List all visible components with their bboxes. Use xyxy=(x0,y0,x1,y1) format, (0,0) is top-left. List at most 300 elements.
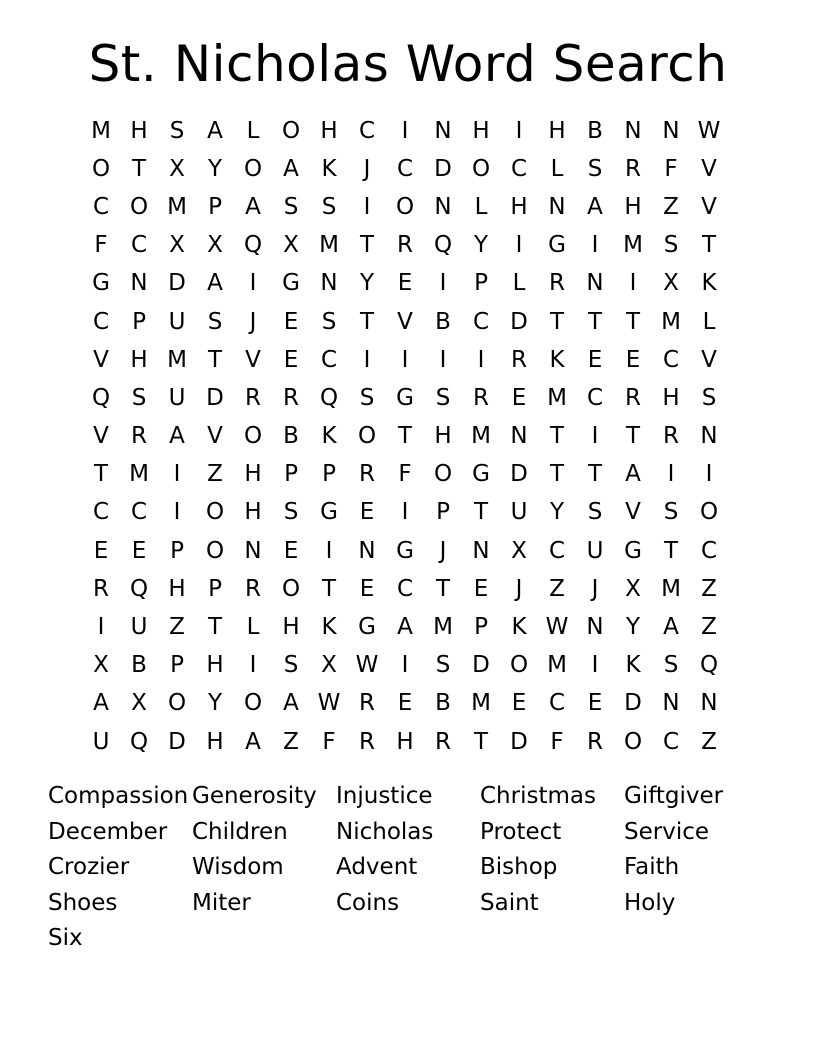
grid-letter[interactable]: Q xyxy=(129,728,149,755)
grid-letter[interactable]: P xyxy=(474,270,488,297)
grid-letter[interactable]: O xyxy=(623,728,643,755)
grid-letter[interactable]: N xyxy=(130,270,148,297)
grid-letter[interactable]: E xyxy=(359,575,375,602)
grid-letter[interactable]: K xyxy=(321,423,337,450)
grid-letter[interactable]: S xyxy=(283,652,299,679)
grid-letter[interactable]: M xyxy=(471,690,491,717)
grid-letter[interactable]: M xyxy=(547,652,567,679)
grid-letter[interactable]: C xyxy=(92,308,110,335)
grid-letter[interactable]: V xyxy=(701,155,717,182)
grid-letter[interactable]: L xyxy=(246,117,260,144)
grid-letter[interactable]: A xyxy=(169,423,185,450)
grid-letter[interactable]: A xyxy=(283,690,299,717)
word-list-item: Faith xyxy=(624,854,680,880)
grid-letter[interactable]: I xyxy=(439,270,447,297)
grid-letter[interactable]: S xyxy=(663,232,679,259)
grid-letter[interactable]: F xyxy=(94,232,108,259)
grid-letter[interactable]: K xyxy=(549,346,565,373)
grid-letter[interactable]: Y xyxy=(625,614,641,641)
word-list-item: Compassion xyxy=(48,783,189,809)
grid-letter[interactable]: S xyxy=(321,193,337,220)
grid-letter[interactable]: R xyxy=(359,690,375,717)
grid-letter[interactable]: I xyxy=(325,537,333,564)
grid-letter[interactable]: A xyxy=(207,270,223,297)
grid-letter[interactable]: T xyxy=(587,308,603,335)
grid-letter[interactable]: M xyxy=(91,117,111,144)
grid-letter[interactable]: G xyxy=(92,270,110,297)
grid-letter[interactable]: X xyxy=(169,232,185,259)
grid-letter[interactable]: S xyxy=(587,499,603,526)
grid-letter[interactable]: A xyxy=(245,193,261,220)
grid-letter[interactable]: S xyxy=(663,499,679,526)
grid-letter[interactable]: F xyxy=(398,461,412,488)
grid-letter[interactable]: C xyxy=(662,728,680,755)
grid-letter[interactable]: F xyxy=(322,728,336,755)
grid-letter[interactable]: D xyxy=(206,384,224,411)
grid-letter[interactable]: I xyxy=(363,346,371,373)
grid-letter[interactable]: R xyxy=(625,384,641,411)
grid-letter[interactable]: M xyxy=(623,232,643,259)
grid-letter[interactable]: N xyxy=(472,537,490,564)
grid-letter[interactable]: I xyxy=(439,346,447,373)
grid-letter[interactable]: C xyxy=(548,690,566,717)
grid-letter[interactable]: L xyxy=(474,193,488,220)
grid-letter[interactable]: I xyxy=(477,346,485,373)
grid-letter[interactable]: H xyxy=(244,499,262,526)
grid-letter[interactable]: A xyxy=(625,461,641,488)
grid-letter[interactable]: I xyxy=(363,193,371,220)
grid-letter[interactable]: F xyxy=(664,155,678,182)
grid-letter[interactable]: X xyxy=(625,575,641,602)
grid-letter[interactable]: E xyxy=(511,384,527,411)
grid-letter[interactable]: I xyxy=(401,652,409,679)
grid-letter[interactable]: L xyxy=(550,155,564,182)
grid-letter[interactable]: J xyxy=(591,575,599,602)
word-list-item: Injustice xyxy=(336,783,433,809)
grid-letter[interactable]: B xyxy=(587,117,603,144)
grid-letter[interactable]: Z xyxy=(283,728,299,755)
grid-letter[interactable]: X xyxy=(663,270,679,297)
grid-letter[interactable]: U xyxy=(130,614,148,641)
grid-letter[interactable]: E xyxy=(587,346,603,373)
grid-letter[interactable]: V xyxy=(701,346,717,373)
grid-letter[interactable]: E xyxy=(511,690,527,717)
grid-letter[interactable]: T xyxy=(207,346,223,373)
grid-letter[interactable]: P xyxy=(284,461,298,488)
grid-letter[interactable]: D xyxy=(472,652,490,679)
grid-letter[interactable]: A xyxy=(93,690,109,717)
word-list-item: Miter xyxy=(192,889,251,916)
grid-letter[interactable]: G xyxy=(320,499,338,526)
grid-letter[interactable]: H xyxy=(282,614,300,641)
grid-letter[interactable]: T xyxy=(701,232,717,259)
grid-letter[interactable]: D xyxy=(168,728,186,755)
grid-letter[interactable]: O xyxy=(433,461,453,488)
grid-letter[interactable]: N xyxy=(244,537,262,564)
grid-letter[interactable]: N xyxy=(358,537,376,564)
grid-letter[interactable]: P xyxy=(474,614,488,641)
grid-letter[interactable]: E xyxy=(93,537,109,564)
grid-letter[interactable]: O xyxy=(281,575,301,602)
grid-letter[interactable]: Z xyxy=(701,575,717,602)
grid-letter[interactable]: N xyxy=(434,193,452,220)
grid-letter[interactable]: E xyxy=(359,499,375,526)
grid-letter[interactable]: N xyxy=(510,423,528,450)
grid-letter[interactable]: O xyxy=(205,499,225,526)
grid-letter[interactable]: I xyxy=(249,652,257,679)
grid-letter[interactable]: I xyxy=(591,232,599,259)
grid-letter[interactable]: M xyxy=(319,232,339,259)
grid-letter[interactable]: R xyxy=(663,423,679,450)
grid-letter[interactable]: E xyxy=(283,346,299,373)
grid-letter[interactable]: N xyxy=(700,423,718,450)
grid-letter[interactable]: H xyxy=(206,728,224,755)
grid-letter[interactable]: A xyxy=(587,193,603,220)
grid-letter[interactable]: Y xyxy=(473,232,489,259)
grid-letter[interactable]: Z xyxy=(701,614,717,641)
grid-letter[interactable]: I xyxy=(591,423,599,450)
grid-letter[interactable]: Z xyxy=(663,193,679,220)
grid-letter[interactable]: K xyxy=(701,270,717,297)
grid-letter[interactable]: D xyxy=(510,461,528,488)
grid-letter[interactable]: P xyxy=(170,652,184,679)
grid-letter[interactable]: I xyxy=(629,270,637,297)
grid-letter[interactable]: S xyxy=(169,117,185,144)
grid-letter[interactable]: O xyxy=(243,155,263,182)
grid-letter[interactable]: L xyxy=(246,614,260,641)
grid-letter[interactable]: V xyxy=(245,346,261,373)
grid-letter[interactable]: G xyxy=(548,232,566,259)
grid-letter[interactable]: J xyxy=(515,575,523,602)
grid-letter[interactable]: Q xyxy=(91,384,111,411)
grid-letter[interactable]: H xyxy=(548,117,566,144)
grid-letter[interactable]: R xyxy=(587,728,603,755)
grid-letter[interactable]: V xyxy=(93,423,109,450)
grid-letter[interactable]: C xyxy=(700,537,718,564)
grid-letter[interactable]: T xyxy=(587,461,603,488)
grid-letter[interactable]: X xyxy=(131,690,147,717)
grid-letter[interactable]: X xyxy=(321,652,337,679)
grid-letter[interactable]: Q xyxy=(433,232,453,259)
grid-letter[interactable]: J xyxy=(249,308,257,335)
grid-letter[interactable]: L xyxy=(702,308,716,335)
grid-letter[interactable]: O xyxy=(243,690,263,717)
grid-letter[interactable]: A xyxy=(663,614,679,641)
grid-letter[interactable]: R xyxy=(435,728,451,755)
grid-letter[interactable]: T xyxy=(549,461,565,488)
grid-letter[interactable]: N xyxy=(586,614,604,641)
grid-letter[interactable]: C xyxy=(358,117,376,144)
grid-letter[interactable]: R xyxy=(245,384,261,411)
grid-letter[interactable]: M xyxy=(167,193,187,220)
grid-letter[interactable]: X xyxy=(169,155,185,182)
grid-letter[interactable]: A xyxy=(245,728,261,755)
grid-letter[interactable]: E xyxy=(283,537,299,564)
grid-letter[interactable]: A xyxy=(207,117,223,144)
grid-letter[interactable]: H xyxy=(168,575,186,602)
grid-letter[interactable]: M xyxy=(129,461,149,488)
grid-letter[interactable]: T xyxy=(473,728,489,755)
grid-letter[interactable]: I xyxy=(667,461,675,488)
grid-letter[interactable]: T xyxy=(397,423,413,450)
grid-letter[interactable]: D xyxy=(168,270,186,297)
grid-letter[interactable]: O xyxy=(243,423,263,450)
grid-letter[interactable]: H xyxy=(244,461,262,488)
grid-letter[interactable]: R xyxy=(549,270,565,297)
grid-letter[interactable]: E xyxy=(625,346,641,373)
grid-letter[interactable]: S xyxy=(701,384,717,411)
grid-letter[interactable]: M xyxy=(661,575,681,602)
grid-letter[interactable]: P xyxy=(208,193,222,220)
grid-letter[interactable]: H xyxy=(662,384,680,411)
grid-letter[interactable]: Q xyxy=(319,384,339,411)
grid-letter[interactable]: P xyxy=(208,575,222,602)
grid-letter[interactable]: C xyxy=(92,193,110,220)
grid-letter[interactable]: C xyxy=(130,232,148,259)
grid-letter[interactable]: H xyxy=(434,423,452,450)
grid-letter[interactable]: W xyxy=(697,117,721,144)
grid-letter[interactable]: X xyxy=(511,537,527,564)
grid-letter[interactable]: B xyxy=(131,652,147,679)
grid-letter[interactable]: O xyxy=(357,423,377,450)
grid-letter[interactable]: P xyxy=(322,461,336,488)
grid-letter[interactable]: H xyxy=(396,728,414,755)
grid-letter[interactable]: K xyxy=(321,155,337,182)
grid-letter[interactable]: E xyxy=(587,690,603,717)
grid-letter[interactable]: S xyxy=(663,652,679,679)
grid-letter[interactable]: P xyxy=(132,308,146,335)
grid-letter[interactable]: M xyxy=(661,308,681,335)
grid-letter[interactable]: O xyxy=(205,537,225,564)
grid-letter[interactable]: U xyxy=(92,728,110,755)
grid-letter[interactable]: I xyxy=(515,117,523,144)
grid-letter[interactable]: H xyxy=(206,652,224,679)
grid-letter[interactable]: C xyxy=(92,499,110,526)
grid-letter[interactable]: R xyxy=(473,384,489,411)
grid-letter[interactable]: H xyxy=(472,117,490,144)
word-list-item: Service xyxy=(624,818,710,845)
grid-letter[interactable]: J xyxy=(363,155,371,182)
grid-letter[interactable]: U xyxy=(586,537,604,564)
grid-letter[interactable]: H xyxy=(624,193,642,220)
grid-letter[interactable]: S xyxy=(283,499,299,526)
grid-letter[interactable]: S xyxy=(131,384,147,411)
grid-letter[interactable]: R xyxy=(245,575,261,602)
grid-letter[interactable]: I xyxy=(401,117,409,144)
grid-letter[interactable]: H xyxy=(130,346,148,373)
grid-letter[interactable]: I xyxy=(97,614,105,641)
grid-letter[interactable]: C xyxy=(396,155,414,182)
grid-letter[interactable]: X xyxy=(93,652,109,679)
grid-letter[interactable]: E xyxy=(131,537,147,564)
grid-letter[interactable]: M xyxy=(433,614,453,641)
word-list-item: Children xyxy=(192,818,288,845)
grid-letter[interactable]: Z xyxy=(207,461,223,488)
grid-letter[interactable]: I xyxy=(249,270,257,297)
grid-letter[interactable]: T xyxy=(549,308,565,335)
grid-letter[interactable]: B xyxy=(283,423,299,450)
grid-letter[interactable]: S xyxy=(435,384,451,411)
grid-letter[interactable]: T xyxy=(321,575,337,602)
grid-letter[interactable]: N xyxy=(320,270,338,297)
grid-letter[interactable]: V xyxy=(625,499,641,526)
grid-letter[interactable]: C xyxy=(510,155,528,182)
grid-letter[interactable]: G xyxy=(396,537,414,564)
grid-letter[interactable]: T xyxy=(93,461,109,488)
grid-letter[interactable]: Y xyxy=(359,270,375,297)
grid-letter[interactable]: V xyxy=(397,308,413,335)
word-list-item: Crozier xyxy=(48,854,130,880)
grid-letter[interactable]: Y xyxy=(207,155,223,182)
grid-letter[interactable]: S xyxy=(207,308,223,335)
grid-letter[interactable]: O xyxy=(699,499,719,526)
grid-letter[interactable]: M xyxy=(547,384,567,411)
grid-letter[interactable]: S xyxy=(321,308,337,335)
grid-letter[interactable]: Y xyxy=(207,690,223,717)
grid-letter[interactable]: O xyxy=(129,193,149,220)
grid-letter[interactable]: P xyxy=(436,499,450,526)
grid-letter[interactable]: N xyxy=(624,117,642,144)
grid-letter[interactable]: G xyxy=(358,614,376,641)
grid-letter[interactable]: R xyxy=(625,155,641,182)
grid-letter[interactable]: L xyxy=(512,270,526,297)
grid-letter[interactable]: U xyxy=(510,499,528,526)
grid-letter[interactable]: V xyxy=(93,346,109,373)
grid-letter[interactable]: C xyxy=(662,346,680,373)
grid-letter[interactable]: G xyxy=(624,537,642,564)
grid-letter[interactable]: D xyxy=(434,155,452,182)
grid-letter[interactable]: O xyxy=(281,117,301,144)
grid-letter[interactable]: N xyxy=(662,117,680,144)
word-list-item: Bishop xyxy=(480,854,558,880)
grid-letter[interactable]: J xyxy=(439,537,447,564)
grid-letter[interactable]: T xyxy=(435,575,451,602)
grid-letter[interactable]: M xyxy=(167,346,187,373)
grid-letter[interactable]: C xyxy=(472,308,490,335)
grid-letter[interactable]: O xyxy=(91,155,111,182)
grid-letter[interactable]: T xyxy=(625,308,641,335)
grid-letter[interactable]: H xyxy=(130,117,148,144)
grid-letter[interactable]: C xyxy=(548,537,566,564)
grid-letter[interactable]: Z xyxy=(169,614,185,641)
grid-letter[interactable]: T xyxy=(131,155,147,182)
grid-letter[interactable]: S xyxy=(435,652,451,679)
grid-letter[interactable]: E xyxy=(397,690,413,717)
grid-letter[interactable]: C xyxy=(396,575,414,602)
grid-letter[interactable]: A xyxy=(397,614,413,641)
grid-letter[interactable]: R xyxy=(131,423,147,450)
grid-letter[interactable]: W xyxy=(317,690,341,717)
grid-letter[interactable]: R xyxy=(93,575,109,602)
grid-letter[interactable]: Q xyxy=(699,652,719,679)
grid-letter[interactable]: Z xyxy=(701,728,717,755)
grid-letter[interactable]: I xyxy=(401,346,409,373)
grid-letter[interactable]: M xyxy=(471,423,491,450)
grid-letter[interactable]: Y xyxy=(549,499,565,526)
grid-letter[interactable]: D xyxy=(624,690,642,717)
grid-letter[interactable]: R xyxy=(283,384,299,411)
grid-letter[interactable]: G xyxy=(282,270,300,297)
grid-letter[interactable]: I xyxy=(705,461,713,488)
grid-letter[interactable]: S xyxy=(587,155,603,182)
grid-letter[interactable]: X xyxy=(207,232,223,259)
grid-letter[interactable]: D xyxy=(510,728,528,755)
grid-letter[interactable]: Q xyxy=(129,575,149,602)
letter-grid xyxy=(82,112,728,761)
grid-letter[interactable]: T xyxy=(207,614,223,641)
grid-letter[interactable]: C xyxy=(320,346,338,373)
grid-letter[interactable]: B xyxy=(435,308,451,335)
grid-letter[interactable]: O xyxy=(471,155,491,182)
grid-letter[interactable]: S xyxy=(283,193,299,220)
grid-letter[interactable]: R xyxy=(397,232,413,259)
grid-letter[interactable]: N xyxy=(700,690,718,717)
grid-letter[interactable]: I xyxy=(173,461,181,488)
grid-letter[interactable]: I xyxy=(401,499,409,526)
grid-letter[interactable]: C xyxy=(586,384,604,411)
word-list-item: Coins xyxy=(336,889,400,916)
grid-letter[interactable]: R xyxy=(511,346,527,373)
grid-letter[interactable]: P xyxy=(170,537,184,564)
grid-letter[interactable]: H xyxy=(320,117,338,144)
grid-letter[interactable]: C xyxy=(130,499,148,526)
grid-letter[interactable]: T xyxy=(473,499,489,526)
grid-letter[interactable]: I xyxy=(591,652,599,679)
grid-letter[interactable]: K xyxy=(625,652,641,679)
grid-letter[interactable]: V xyxy=(701,193,717,220)
grid-letter[interactable]: D xyxy=(510,308,528,335)
grid-letter[interactable]: V xyxy=(207,423,223,450)
grid-letter[interactable]: E xyxy=(473,575,489,602)
grid-letter[interactable]: O xyxy=(509,652,529,679)
grid-letter[interactable]: R xyxy=(359,728,375,755)
grid-letter[interactable]: O xyxy=(395,193,415,220)
grid-letter[interactable]: N xyxy=(548,193,566,220)
grid-letter[interactable]: S xyxy=(359,384,375,411)
grid-letter[interactable]: Q xyxy=(243,232,263,259)
grid-letter[interactable]: T xyxy=(359,308,375,335)
grid-letter[interactable]: T xyxy=(625,423,641,450)
grid-letter[interactable]: I xyxy=(173,499,181,526)
grid-letter[interactable]: G xyxy=(396,384,414,411)
grid-letter[interactable]: T xyxy=(549,423,565,450)
grid-letter[interactable]: A xyxy=(283,155,299,182)
word-list-item: Generosity xyxy=(192,783,317,809)
grid-letter[interactable]: U xyxy=(168,308,186,335)
grid-letter[interactable]: T xyxy=(663,537,679,564)
grid-letter[interactable]: E xyxy=(283,308,299,335)
grid-letter[interactable]: R xyxy=(359,461,375,488)
grid-letter[interactable]: U xyxy=(168,384,186,411)
grid-letter[interactable]: Z xyxy=(549,575,565,602)
grid-letter[interactable]: K xyxy=(511,614,527,641)
grid-letter[interactable]: W xyxy=(545,614,569,641)
grid-letter[interactable]: W xyxy=(355,652,379,679)
grid-letter[interactable]: B xyxy=(435,690,451,717)
grid-letter[interactable]: N xyxy=(434,117,452,144)
grid-letter[interactable]: I xyxy=(515,232,523,259)
grid-letter[interactable]: O xyxy=(167,690,187,717)
grid-letter[interactable]: H xyxy=(510,193,528,220)
grid-letter[interactable]: T xyxy=(359,232,375,259)
grid-letter[interactable]: E xyxy=(397,270,413,297)
grid-letter[interactable]: N xyxy=(662,690,680,717)
grid-letter[interactable]: K xyxy=(321,614,337,641)
grid-letter[interactable]: G xyxy=(472,461,490,488)
grid-letter[interactable]: X xyxy=(283,232,299,259)
grid-letter[interactable]: F xyxy=(550,728,564,755)
grid-letter[interactable]: N xyxy=(586,270,604,297)
